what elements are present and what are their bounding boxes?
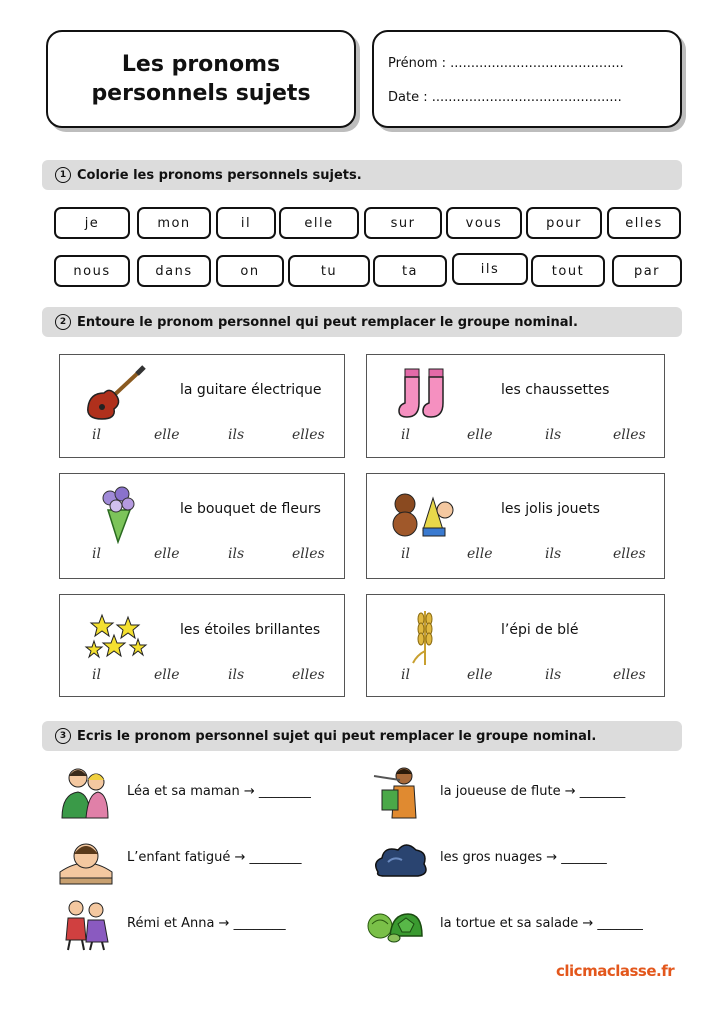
section-3-bar [42,721,682,751]
bouquet-icon [80,480,150,544]
word-par[interactable]: par [612,255,682,287]
mother-daughter-icon [56,764,116,820]
option-elle[interactable]: elle [467,667,493,683]
exercise-text[interactable]: la joueuse de flute → _______ [440,784,626,799]
word-je[interactable]: je [54,207,130,239]
exercise-text[interactable]: les gros nuages → _______ [440,850,607,865]
word-ils[interactable]: ils [452,253,528,285]
option-ils[interactable]: ils [228,546,245,562]
card-wheat [366,594,665,697]
word-vous[interactable]: vous [446,207,522,239]
card-guitar [59,354,345,458]
option-elles[interactable]: elles [292,667,325,683]
word-elles[interactable]: elles [607,207,681,239]
section-2-number: 2 [55,314,71,330]
option-ils[interactable]: ils [228,667,245,683]
name-date-box [372,30,682,128]
option-ils[interactable]: ils [545,546,562,562]
exercise-text[interactable]: L’enfant fatigué → ________ [127,850,302,865]
option-elle[interactable]: elle [154,667,180,683]
turtle-icon [364,896,424,952]
option-il[interactable]: il [401,546,410,562]
option-il[interactable]: il [401,427,410,443]
word-sur[interactable]: sur [364,207,442,239]
option-elle[interactable]: elle [154,546,180,562]
title-line-1: Les pronoms [121,52,281,77]
guitar-icon [80,361,150,425]
card-label: l’épi de blé [501,622,579,638]
socks-icon [387,361,457,425]
option-il[interactable]: il [92,546,101,562]
word-tu[interactable]: tu [288,255,370,287]
section-1-instruction: Colorie les pronoms personnels sujets. [77,167,362,183]
option-elle[interactable]: elle [467,427,493,443]
word-pour[interactable]: pour [526,207,602,239]
wheat-icon [387,601,457,665]
card-bouquet [59,473,345,579]
word-on[interactable]: on [216,255,284,287]
option-elles[interactable]: elles [613,667,646,683]
stars-icon [80,601,150,665]
clouds-icon [370,832,430,888]
option-elle[interactable]: elle [467,546,493,562]
exercise-text[interactable]: Rémi et Anna → ________ [127,916,286,931]
card-label: le bouquet de fleurs [180,501,321,517]
section-3-number: 3 [55,728,71,744]
card-label: les jolis jouets [501,501,600,517]
word-nous[interactable]: nous [54,255,130,287]
option-elle[interactable]: elle [154,427,180,443]
card-label: les étoiles brillantes [180,622,321,638]
option-elles[interactable]: elles [613,546,646,562]
exercise-text[interactable]: Léa et sa maman → ________ [127,784,311,799]
prenom-field[interactable]: Prénom : .......................................... [388,56,624,71]
word-mon[interactable]: mon [137,207,211,239]
option-elles[interactable]: elles [292,427,325,443]
word-tout[interactable]: tout [531,255,605,287]
word-ta[interactable]: ta [373,255,447,287]
option-il[interactable]: il [92,427,101,443]
option-il[interactable]: il [92,667,101,683]
word-dans[interactable]: dans [137,255,211,287]
card-socks [366,354,665,458]
title-box [46,30,356,128]
option-elles[interactable]: elles [613,427,646,443]
date-field[interactable]: Date : .............................................. [388,90,622,105]
option-elles[interactable]: elles [292,546,325,562]
section-3-instruction: Ecris le pronom personnel sujet qui peut remplacer le groupe nominal. [77,728,597,744]
section-2-bar [42,307,682,337]
flute-player-icon [370,764,430,820]
clicmaclasse-logo: clicmaclasse.fr [556,962,675,980]
section-1-bar [42,160,682,190]
sleeping-child-icon [56,832,116,888]
word-elle[interactable]: elle [279,207,359,239]
section-1-number: 1 [55,167,71,183]
option-il[interactable]: il [401,667,410,683]
card-label: les chaussettes [501,382,610,398]
option-ils[interactable]: ils [545,667,562,683]
section-2-instruction: Entoure le pronom personnel qui peut remplacer le groupe nominal. [77,314,578,330]
toys-icon [387,480,457,544]
exercise-text[interactable]: la tortue et sa salade → _______ [440,916,643,931]
option-ils[interactable]: ils [228,427,245,443]
card-stars [59,594,345,697]
card-toys [366,473,665,579]
card-label: la guitare électrique [180,382,322,398]
option-ils[interactable]: ils [545,427,562,443]
word-il[interactable]: il [216,207,276,239]
dancing-children-icon [56,896,116,952]
title-line-2: personnels sujets [91,81,311,106]
